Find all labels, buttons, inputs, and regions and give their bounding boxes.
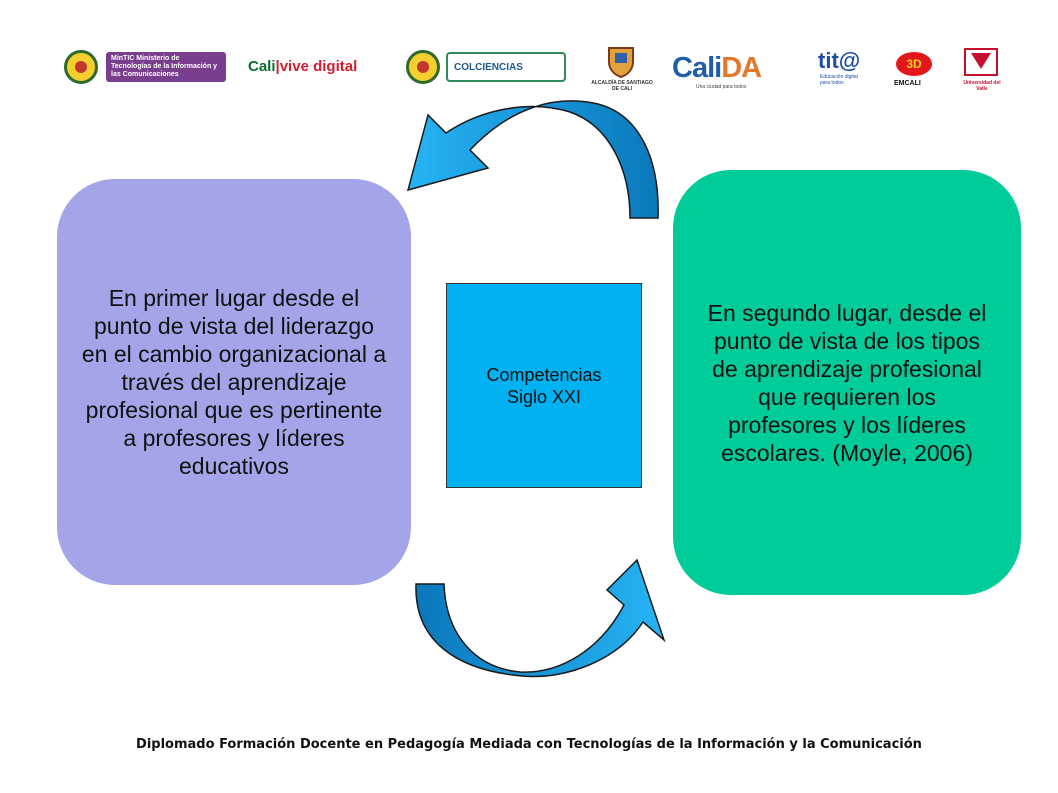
center-box [446,283,642,488]
right-box-text: En segundo lugar, desde el punto de vista de los tipos de aprendizaje profesional que requieren los profesores y los líderes escolares. (Moyle, 2006) [707,299,987,466]
center-line-2: Siglo XXI [506,386,582,407]
colciencias-logo: COLCIENCIAS [446,52,566,82]
calida-tagline: Una ciudad para todos [696,84,747,90]
emcali-logo: EMCALI [894,80,921,87]
footer-caption: Diplomado Formación Docente en Pedagogía Mediada con Tecnologías de la Información y la Comunicación [136,737,922,752]
calivive-digital-logo: Cali|vive digital [248,58,358,75]
center-line-1: Competencias [486,364,602,385]
tita-logo: tit@ [818,48,861,73]
left-rounded-box [57,179,411,585]
mintic-logo: MinTIC Ministerio de Tecnologías de la Información y las Comunicaciones [106,52,226,82]
top-curved-arrow-icon [408,101,658,218]
center-box-text [486,364,601,408]
emcali-badge-icon: 3D [896,52,932,76]
calida-logo: CaliDA [672,52,762,84]
tita-tagline: Educación digital para todos [820,74,858,86]
alcaldia-logo-text: ALCALDÍA DE SANTIAGO DE CALI [591,80,653,92]
right-rounded-box [673,170,1021,595]
bottom-curved-arrow-icon [416,560,664,677]
left-box-text: En primer lugar desde el punto de vista del liderazgo en el cambio organizacional a través del aprendizaje profesional que es pertinente a profesores y líderes educativos [81,285,387,479]
univalle-logo: Universidad del Valle [963,80,1001,92]
